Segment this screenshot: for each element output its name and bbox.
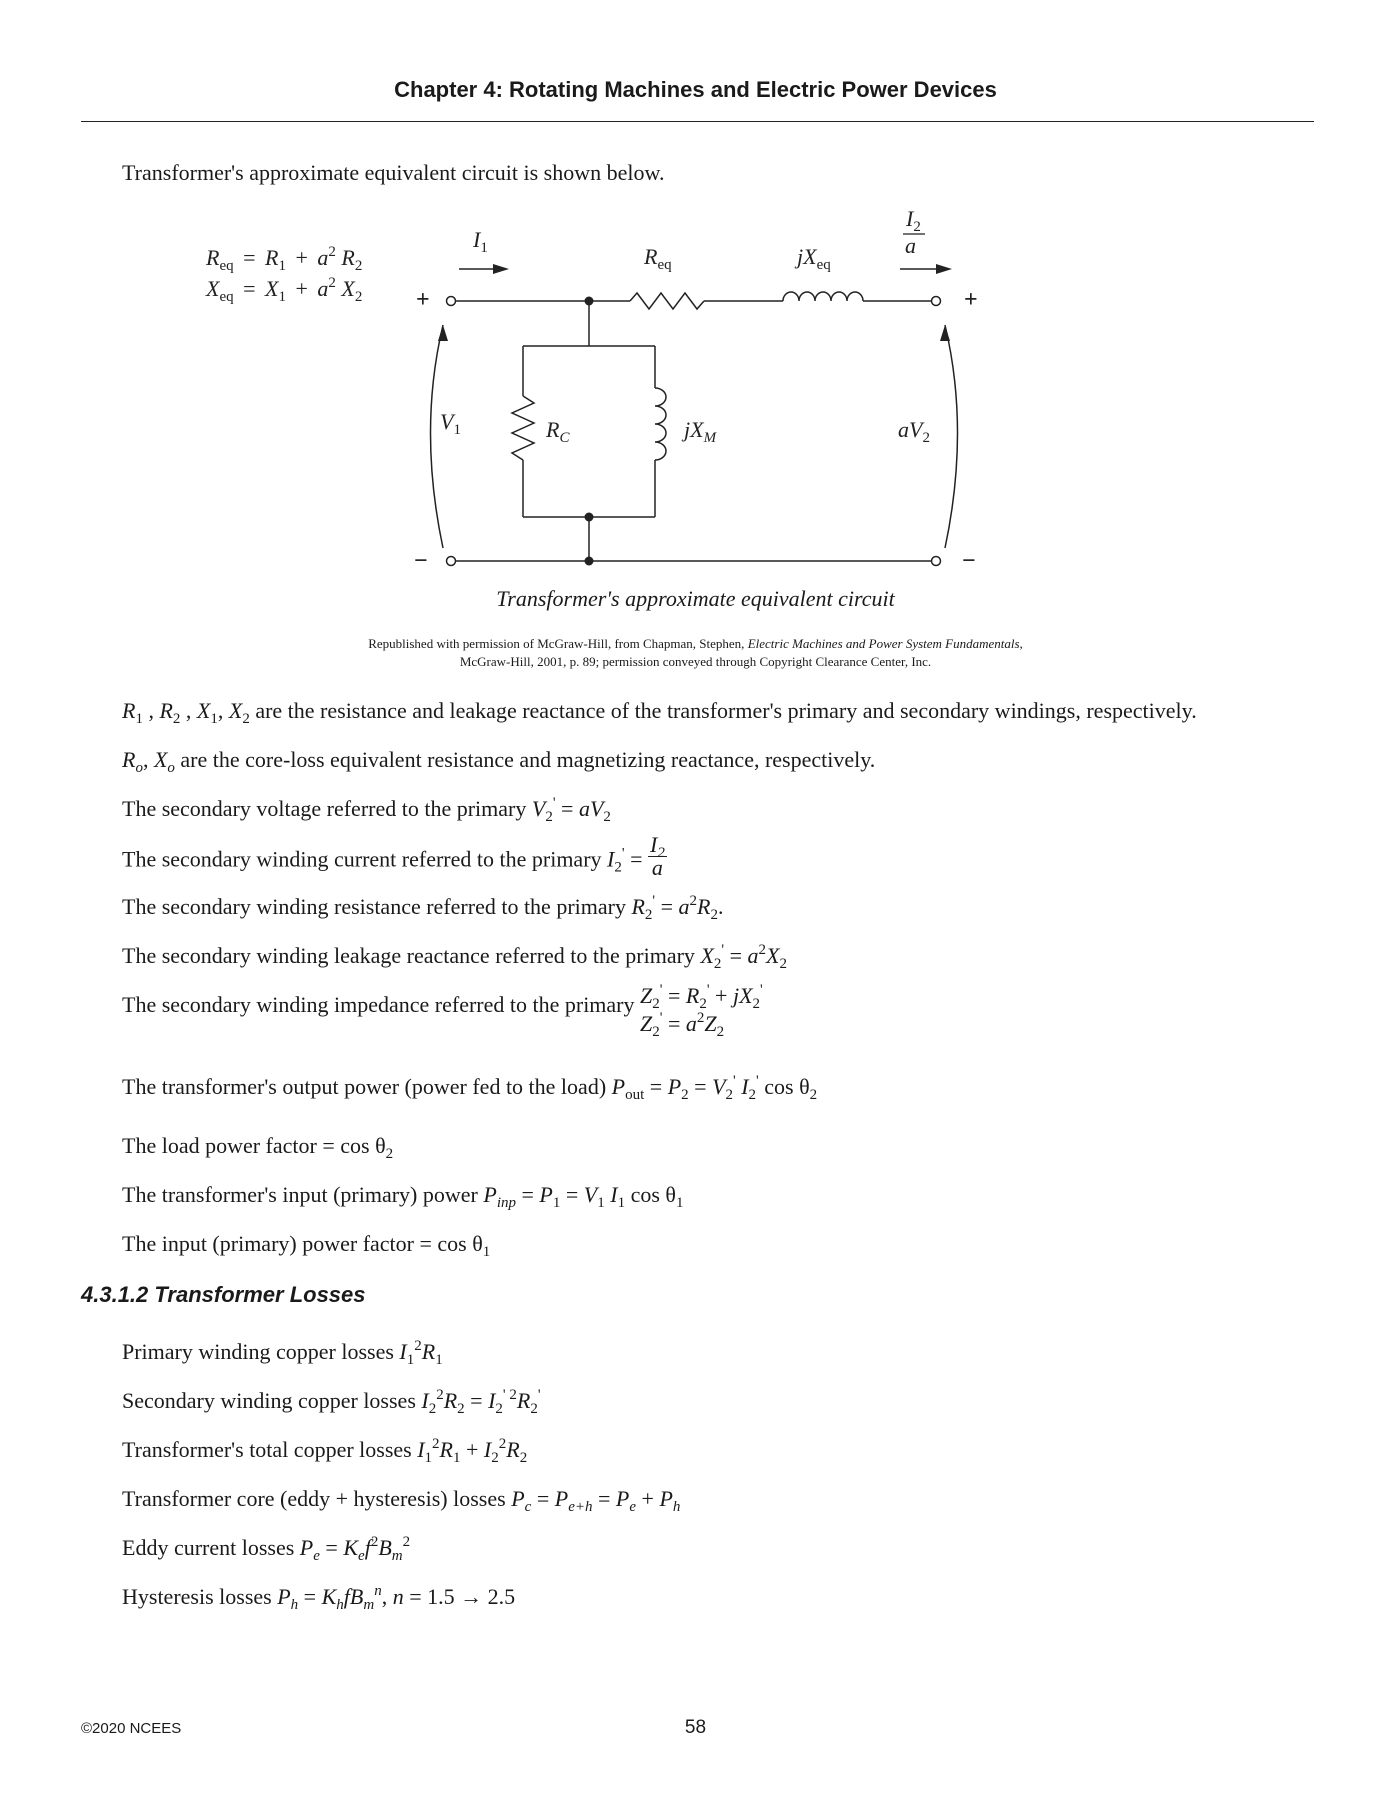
input-power-factor-line: The input (primary) power factor = $\cos \theta_1$ xyxy=(122,1231,491,1260)
secondary-copper-losses: Secondary winding copper losses $I_2^2R_2 = I_2^{' 2}R_2'$ xyxy=(122,1387,541,1417)
primary-plus-sign: + xyxy=(416,287,430,313)
jxm-label: $jX_M$ xyxy=(684,417,717,446)
core-definition: $R_o$, $X_o$ are the core-loss equivalent resistance and magnetizing reactance, respectively. xyxy=(122,747,876,776)
output-power-line: The transformer's output power (power fed to the load) $P_{out} = P_2 = V_2'$ $I_2'$ $\cos \theta_2$ xyxy=(122,1073,818,1103)
intro-text: Transformer's approximate equivalent circuit is shown below. xyxy=(122,160,665,185)
secondary-minus-sign: − xyxy=(962,548,976,574)
core-losses: Transformer core (eddy + hysteresis) losses $P_c = P_{e+h} = P_e + P_h$ xyxy=(122,1486,681,1515)
secondary-voltage-line: The secondary voltage referred to the primary $V_2' = aV_2$ xyxy=(122,795,611,825)
chapter-header: Chapter 4: Rotating Machines and Electric Power Devices xyxy=(394,77,997,102)
page-number: 58 xyxy=(684,1717,707,1738)
rc-label: $R_C$ xyxy=(546,417,570,446)
windings-definition: $R_1$ , $R_2$ , $X_1$, $X_2$ are the resistance and leakage reactance of the transformer's primary and secondary windings, respectively. xyxy=(122,698,1197,727)
jxeq-label: $jX_{eq}$ xyxy=(797,244,831,273)
xeq-formula: $X_{eq}$ = $X_1$ + $a^2$ $X_2$ xyxy=(206,275,363,305)
secondary-impedance-line: The secondary winding impedance referred to the primary $Z_2' = R_2' + jX_2'$ $Z_2' = a^2Z_2$ xyxy=(122,982,763,1040)
header-rule xyxy=(81,121,1314,122)
eddy-current-losses: Eddy current losses $P_e = K_ef^2B_m^2$ xyxy=(122,1534,411,1564)
secondary-plus-sign: + xyxy=(964,287,978,313)
figure-credit: Republished with permission of McGraw-Hill, from Chapman, Stephen, Electric Machines and Power System Fundamentals, McGraw-Hill, 2001, p. 89; permission conveyed through Copyright Clearance Center, Inc. xyxy=(368,636,1023,669)
req-label: $R_{eq}$ xyxy=(644,244,672,273)
secondary-resistance-line: The secondary winding resistance referred to the primary $R_2' = a^2R_2$. xyxy=(122,893,724,923)
av2-label: $aV_2$ xyxy=(898,417,930,446)
hysteresis-losses: Hysteresis losses $P_h = K_hfB_m^n$, n = 1.5 → 2.5 xyxy=(122,1583,516,1613)
i2-divisor-a: a xyxy=(905,233,916,258)
figure-caption: Transformer's approximate equivalent circuit xyxy=(496,586,895,611)
v1-label: $V_1$ xyxy=(440,409,461,438)
primary-copper-losses: Primary winding copper losses $I_1^2R_1$ xyxy=(122,1338,443,1368)
section-heading: 4.3.1.2 Transformer Losses xyxy=(81,1282,366,1307)
req-formula: $R_{eq}$ = $R_1$ + $a^2$ $R_2$ xyxy=(206,244,363,274)
load-power-factor-line: The load power factor = $\cos \theta_2$ xyxy=(122,1133,394,1162)
footer-copyright: ©2020 NCEES xyxy=(81,1720,182,1737)
equivalent-circuit-diagram xyxy=(0,200,1391,580)
current-i1-label: $I_1$ xyxy=(473,227,488,256)
primary-minus-sign: − xyxy=(414,548,428,574)
secondary-current-line: The secondary winding current referred to the primary $I_2'$ = $\frac{I_2}{a}$ xyxy=(122,832,665,880)
secondary-reactance-line: The secondary winding leakage reactance referred to the primary $X_2' = a^2X_2$ xyxy=(122,942,787,972)
input-power-line: The transformer's input (primary) power $P_{inp} = P_1 = V_1$ $I_1$ $\cos \theta_1$ xyxy=(122,1182,684,1211)
current-i2-label: $I_2$ xyxy=(906,206,921,235)
total-copper-losses: Transformer's total copper losses $I_1^2R_1 + I_2^2R_2$ xyxy=(122,1436,528,1466)
